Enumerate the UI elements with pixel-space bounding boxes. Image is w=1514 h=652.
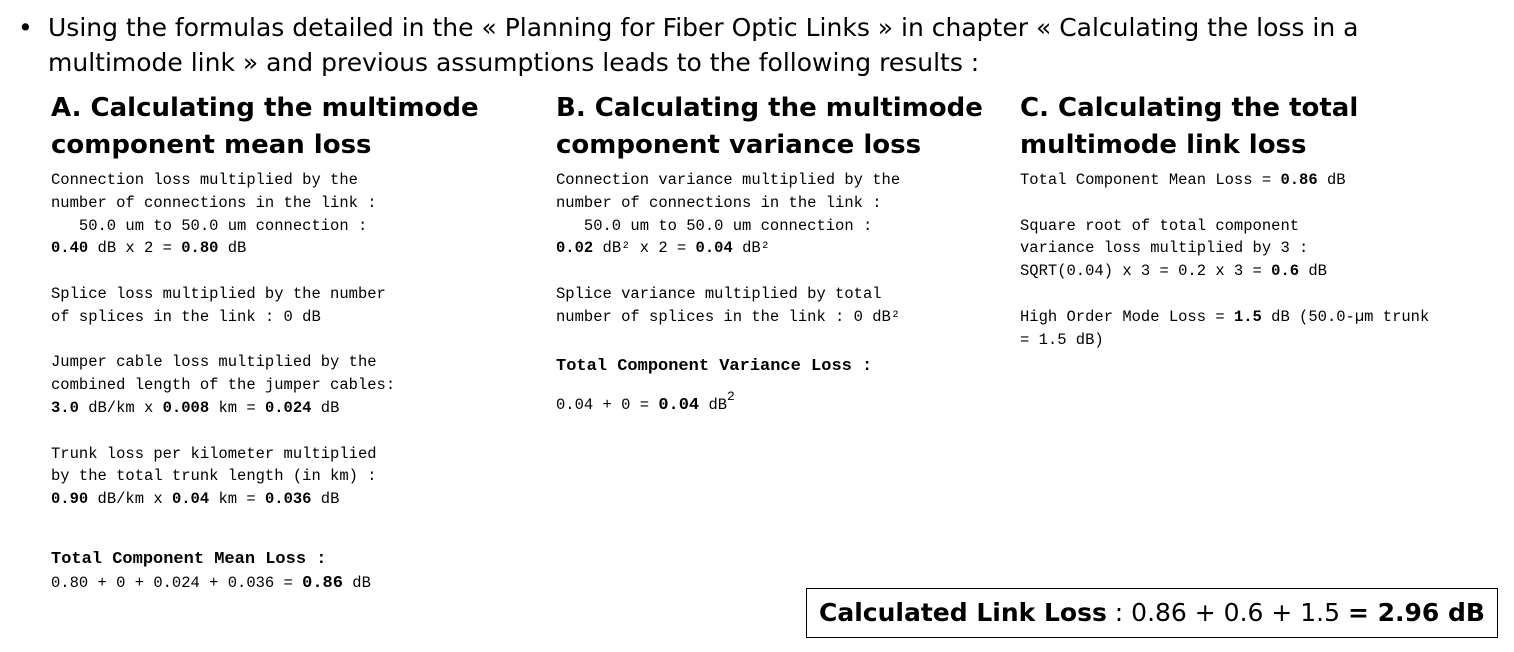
result-value: = 2.96 dB — [1347, 598, 1485, 627]
sqrt-variance-block — [1020, 215, 1490, 283]
text-line: Connection loss multiplied by the — [51, 171, 358, 189]
text-line: of splices in the link : 0 dB — [51, 307, 321, 326]
operator-text: dB² x 2 = — [593, 239, 696, 258]
value: 3.0 — [51, 398, 79, 417]
text-line: variance loss multiplied by 3 : — [1020, 239, 1309, 258]
total-label: Total Component Mean Loss : — [51, 549, 327, 569]
value: 0.008 — [162, 398, 210, 417]
result-expression: : 0.86 + 0.6 + 1.5 — [1106, 598, 1348, 627]
value: 0.80 — [181, 239, 219, 258]
text-line: 50.0 um to 50.0 um connection : — [51, 216, 368, 235]
text-line: Connection variance multiplied by the — [556, 171, 901, 189]
jumper-loss-block — [51, 351, 521, 419]
text-line: number of connections in the link : — [51, 193, 377, 212]
unit-text: dB — [1299, 262, 1327, 281]
value: 0.40 — [51, 239, 89, 258]
unit-text: dB — [1317, 171, 1346, 189]
unit-text: dB — [311, 490, 340, 509]
trunk-loss-block — [51, 443, 521, 511]
text-line: by the total trunk length (in km) : — [51, 467, 377, 486]
value: 0.04 — [695, 239, 733, 258]
superscript: 2 — [727, 389, 735, 405]
text-line: Jumper cable loss multiplied by the — [51, 353, 377, 372]
text-line: Square root of total component — [1020, 216, 1300, 235]
total-value: 0.86 — [302, 573, 343, 593]
value: 0.02 — [556, 239, 594, 258]
connection-variance-block — [556, 169, 996, 260]
section-link-loss — [1020, 90, 1490, 351]
text-line: Splice loss multiplied by the number — [51, 284, 386, 303]
text-line: Splice variance multiplied by total — [556, 284, 882, 303]
text-line: High Order Mode Loss = — [1020, 307, 1234, 326]
total-value: 0.04 — [658, 396, 700, 416]
intro-text: Using the formulas detailed in the « Planning for Fiber Optic Links » in chapter « Calculating the loss in a multimode link » and previous assumptions leads to the following results : — [48, 13, 1359, 77]
unit-text: dB — [218, 239, 247, 258]
value: 1.5 — [1233, 307, 1262, 326]
calculated-link-loss-box — [806, 588, 1498, 638]
bullet-icon: • — [18, 13, 33, 42]
section-variance-loss — [556, 90, 996, 421]
text-line: 50.0 um to 50.0 um connection : — [556, 216, 873, 235]
operator-text: km = — [209, 490, 265, 509]
unit-text: dB — [699, 396, 728, 415]
total-label: Total Component Variance Loss : — [556, 357, 873, 377]
value: 0.90 — [51, 490, 89, 509]
mean-loss-line — [1020, 169, 1490, 192]
text-line: Trunk loss per kilometer multiplied — [51, 444, 377, 463]
text-line: number of splices in the link : 0 dB² — [556, 307, 901, 326]
high-order-mode-block — [1020, 306, 1440, 352]
value: 0.024 — [264, 398, 312, 417]
total-mean-loss-block — [51, 548, 521, 596]
value: 0.86 — [1280, 171, 1318, 189]
sqrt-expression: SQRT(0.04) x 3 = 0.2 x 3 = — [1020, 262, 1272, 281]
text-line: dB (50.0-µm trunk = 1.5 dB) — [1020, 307, 1439, 349]
text-line: combined length of the jumper cables: — [51, 376, 396, 395]
operator-text: dB/km x — [78, 398, 163, 417]
total-expression: 0.80 + 0 + 0.024 + 0.036 = — [51, 573, 303, 592]
intro-paragraph — [18, 10, 1488, 80]
splice-loss-block — [51, 283, 521, 329]
value: 0.6 — [1271, 262, 1300, 281]
unit-text: dB — [342, 573, 371, 592]
section-b-title: B. Calculating the multimode component variance loss — [556, 93, 983, 160]
connection-loss-block — [51, 169, 521, 260]
unit-text: dB² — [732, 239, 770, 258]
value: 0.04 — [171, 490, 210, 509]
operator-text: dB/km x — [88, 490, 172, 509]
text-line: number of connections in the link : — [556, 193, 882, 212]
splice-variance-block — [556, 283, 996, 329]
text-line: Total Component Mean Loss = — [1020, 171, 1281, 189]
total-expression: 0.04 + 0 = — [556, 396, 659, 415]
unit-text: dB — [311, 398, 340, 417]
total-variance-block — [556, 351, 996, 421]
operator-text: km = — [209, 398, 265, 417]
result-label: Calculated Link Loss — [819, 598, 1107, 627]
value: 0.036 — [264, 490, 312, 509]
operator-text: dB x 2 = — [88, 239, 182, 258]
section-c-title: C. Calculating the total multimode link loss — [1020, 93, 1359, 160]
section-a-title: A. Calculating the multimode component mean loss — [51, 93, 479, 160]
section-mean-loss — [51, 90, 521, 595]
